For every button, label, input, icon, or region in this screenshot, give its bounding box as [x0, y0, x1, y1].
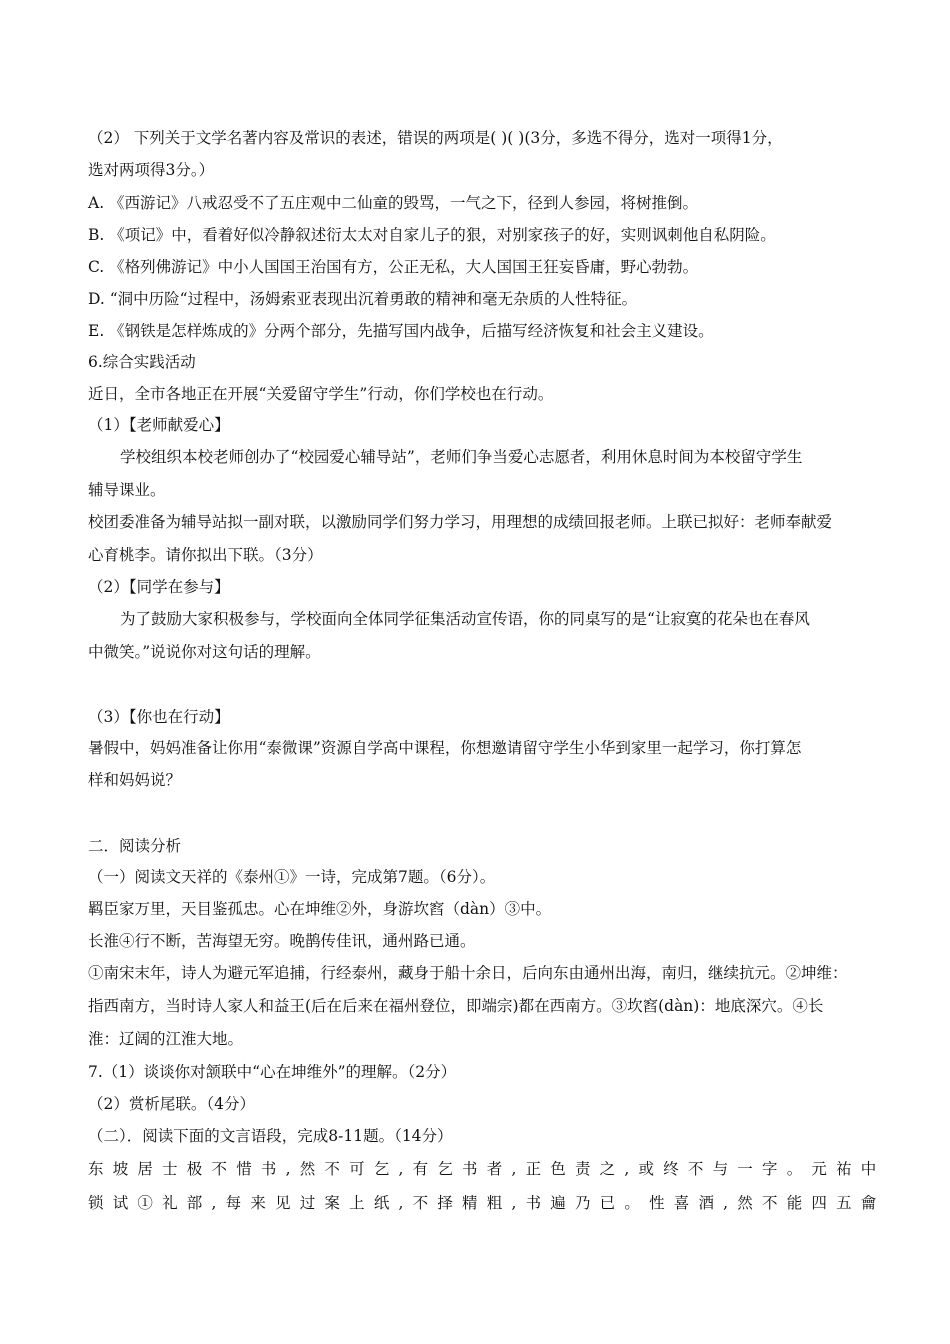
- poem-heading: （一）阅读文天祥的《泰州①》一诗，完成第7题。（6分）。: [88, 868, 496, 886]
- q6-part3-line1: 暑假中，妈妈准备让你用“泰微课”资源自学高中课程，你想邀请留守学生小华到家里一起学习，你打算怎: [88, 739, 802, 757]
- q6-part1-line4: 心育桃李。请你拟出下联。（3分）: [88, 546, 323, 564]
- q6-part1-line2: 辅导课业。: [88, 481, 166, 499]
- q5-2-stem-line1: （2） 下列关于文学名著内容及常识的表述，错误的两项是( )( )(3分，多选不得分，选对一项得1分，: [88, 129, 783, 147]
- q6-part1-line3: 校团委准备为辅导站拟一副对联，以激励同学们努力学习，用理想的成绩回报老师。上联已拟好：老师奉献爱: [88, 513, 833, 531]
- option-e: E. 《钢铁是怎样炼成的》分两个部分，先描写国内战争，后描写经济恢复和社会主义建设。: [88, 322, 714, 340]
- prose-line1: 东坡居士极不惜书,然不可乞,有乞书者,正色责之,或终不与一字。元祐中: [88, 1160, 886, 1178]
- section2-title: 二．阅读分析: [88, 837, 182, 855]
- notes-line3: 淮：辽阔的江淮大地。: [88, 1030, 244, 1048]
- poem-line2: 长淮④行不断，苦海望无穷。晚鹊传佳讯，通州路已通。: [88, 932, 476, 950]
- q6-part2-line2: 中微笑。”说说你对这句话的理解。: [88, 643, 321, 661]
- q5-2-stem-line2: 选对两项得3分。）: [88, 161, 215, 179]
- option-c: C. 《格列佛游记》中小人国国王治国有方，公正无私，大人国国王狂妄昏庸，野心勃勃。: [88, 258, 699, 276]
- q6-part2-line1: 为了鼓励大家积极参与，学校面向全体同学征集活动宣传语，你的同桌写的是“让寂寞的花朵也在春风: [120, 610, 810, 628]
- option-a: A. 《西游记》八戒忍受不了五庄观中二仙童的毁骂，一气之下，径到人参园，将树推倒。: [88, 194, 699, 212]
- q6-title: 6.综合实践活动: [88, 353, 196, 371]
- q7-part2: （2）赏析尾联。（4分）: [88, 1095, 255, 1113]
- q7-part1: 7.（1）谈谈你对颔联中“心在坤维外”的理解。（2分）: [88, 1063, 457, 1081]
- q6-intro: 近日，全市各地正在开展“关爱留守学生”行动，你们学校也在行动。: [88, 385, 554, 403]
- q6-part3-line2: 样和妈妈说？: [88, 771, 182, 789]
- option-d: D. “洞中历险“过程中，汤姆索亚表现出沉着勇敢的精神和毫无杂质的人性特征。: [88, 290, 638, 308]
- poem-line1: 羁臣家万里，天目鉴孤忠。心在坤维②外，身游坎窞（dàn）③中。: [88, 900, 552, 918]
- option-b: B. 《项记》中，看着好似冷静叙述衍太太对自家儿子的狠，对别家孩子的好，实则讽刺他自私阴险。: [88, 226, 776, 244]
- prose-line2: 锁试①礼部,每来见过案上纸,不择精粗,书遍乃已。性喜酒,然不能四五龠: [88, 1194, 886, 1212]
- notes-line1: ①南宋末年，诗人为避元军追捕，行经泰州，藏身于船十余日，后向东由通州出海，南归，继续抗元。②坤维：: [88, 964, 848, 982]
- q6-part2-heading: （2）【同学在参与】: [88, 578, 230, 596]
- q6-part1-line1: 学校组织本校老师创办了“校园爱心辅导站”，老师们争当爱心志愿者，利用休息时间为本校留守学生: [120, 448, 803, 466]
- notes-line2: 指西南方，当时诗人家人和益王(后在后来在福州登位，即端宗)都在西南方。③坎窞(dàn)：地底深穴。④长: [88, 997, 824, 1015]
- q6-part3-heading: （3）【你也在行动】: [88, 708, 230, 726]
- prose-heading: （二）．阅读下面的文言语段，完成8-11题。（14分）: [88, 1127, 453, 1145]
- q6-part1-heading: （1）【老师献爱心】: [88, 416, 230, 434]
